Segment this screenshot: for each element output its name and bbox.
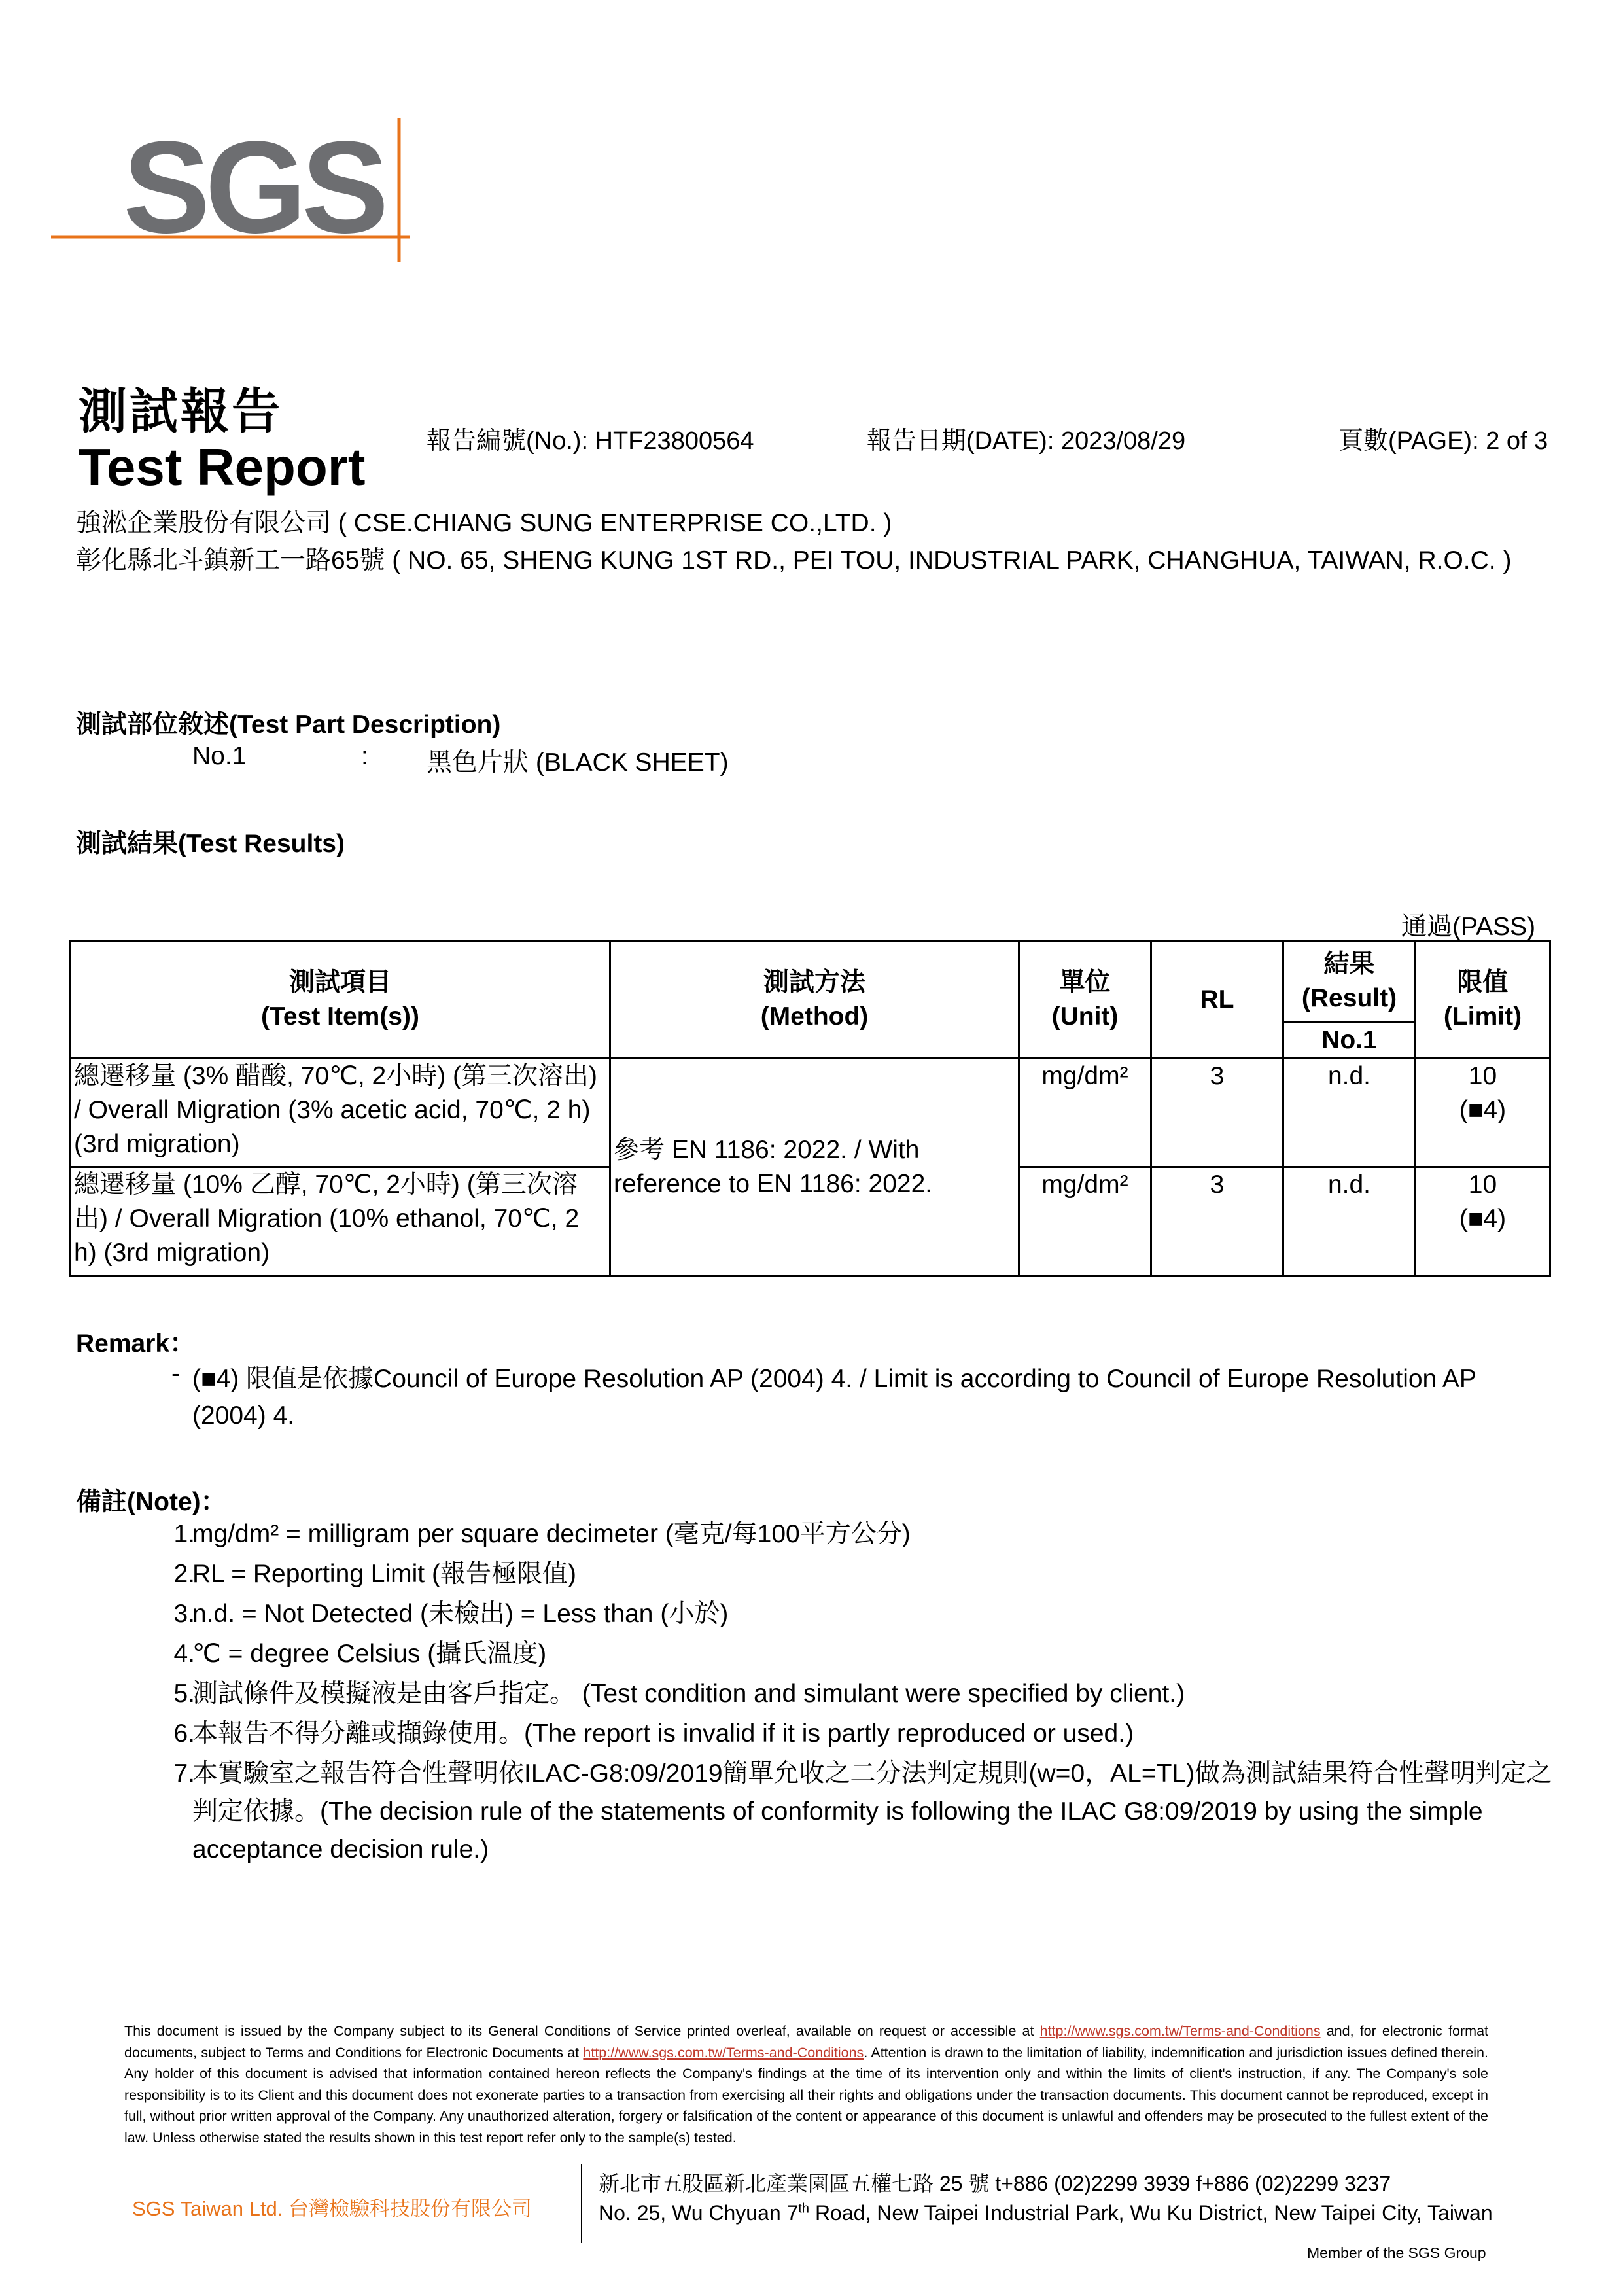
report-number: 報告編號(No.): HTF23800564 xyxy=(427,427,754,455)
remark-bullet: - xyxy=(171,1360,180,1388)
row1-result: n.d. xyxy=(1283,1059,1416,1167)
table-header-row xyxy=(71,941,1550,1022)
method-cell: 參考 EN 1186: 2022. / With reference to EN 1186: 2022. xyxy=(610,1059,1019,1276)
test-part-heading: 測試部位敘述(Test Part Description) xyxy=(76,711,501,739)
report-title-zh: 測試報告 xyxy=(79,384,283,438)
report-date: 報告日期(DATE): 2023/08/29 xyxy=(867,427,1186,455)
row2-test-item: 總遷移量 (10% 乙醇, 70℃, 2小時) (第三次溶出) / Overall Migration (10% ethanol, 70℃, 2 h) (3rd migration) xyxy=(71,1167,610,1276)
header-test-item: 測試項目 (Test Item(s)) xyxy=(71,941,610,1059)
terms-link-2[interactable]: http://www.sgs.com.tw/Terms-and-Conditions xyxy=(583,2044,864,2060)
notes-heading: 備註(Note)： xyxy=(76,1488,226,1516)
row1-unit: mg/dm² xyxy=(1019,1059,1151,1167)
test-part-no: No.1 xyxy=(192,742,247,770)
disclaimer: This document is issued by the Company subject to its General Conditions of Service printed overleaf, available on request or accessible at http://www.sgs.com.tw/Terms-and-Conditions and, for electronic format documents, subject to Terms and Conditions for Electronic Documents at http://www.sgs.com.tw/Terms-and-Conditions. Attention is drawn to the limitation of liability, indemnification and jurisdiction issues defined therein. Any holder of this document is advised that information contained hereon reflects the Company's findings at the time of its intervention only and within the limits of client's instruction, if any. The Company's sole responsibility is to its Client and this document does not exonerate parties to a transaction from exercising all their rights and obligations under the transaction documents. This document cannot be reproduced, except in full, without prior written approval of the Company. Any unauthorized alteration, forgery or falsification of the content or appearance of this document is unlawful and offenders may be prosecuted to the fullest extent of the law. Unless otherwise stated the results shown in this test report refer only to the sample(s) tested. xyxy=(124,2023,1488,2146)
row2-result: n.d. xyxy=(1283,1167,1416,1276)
row1-test-item: 總遷移量 (3% 醋酸, 70℃, 2小時) (第三次溶出) / Overall Migration (3% acetic acid, 70℃, 2 h) (3rd migration) xyxy=(71,1059,610,1167)
header-result: 結果 (Result) xyxy=(1283,941,1416,1022)
sgs-logo-text: SGS xyxy=(123,118,384,260)
terms-link-1[interactable]: http://www.sgs.com.tw/Terms-and-Conditions xyxy=(1039,2023,1321,2039)
header-method: 測試方法 (Method) xyxy=(610,941,1019,1059)
company-address: 彰化縣北斗鎮新工一路65號 ( NO. 65, SHENG KUNG 1ST RD., PEI TOU, INDUSTRIAL PARK, CHANGHUA, TAIWAN, R.O.C. ) xyxy=(76,546,1512,574)
footer-address-en: No. 25, Wu Chyuan 7th Road, New Taipei Industrial Park, Wu Ku District, New Taipei City, Taiwan xyxy=(599,2201,1493,2225)
member-of-sgs-group: Member of the SGS Group xyxy=(1307,2244,1486,2261)
results-table xyxy=(69,940,1551,1277)
row1-rl: 3 xyxy=(1151,1059,1283,1167)
footer-organization: SGS Taiwan Ltd. 台灣檢驗科技股份有限公司 xyxy=(132,2197,532,2220)
row1-limit-ref: (■4) xyxy=(1459,1096,1507,1124)
row1-limit: 10 (■4) xyxy=(1416,1059,1550,1167)
report-title-en: Test Report xyxy=(79,438,366,496)
header-sample-no1: No.1 xyxy=(1283,1022,1416,1059)
row2-unit: mg/dm² xyxy=(1019,1167,1151,1276)
notes-list: 1. mg/dm² = milligram per square decimeter (毫克/每100平方公分) 2. RL = Reporting Limit (報告極限值) 3. n.d. = Not Detected (未檢出) = Less than (小於) 4. ℃ = degree Celsius (攝氏溫度) 5. 測試條件及模擬液是由客戶指定。 (Test condition and simulant were specified by client.) 6. 本報告不得分離或擷錄使用。(The report is invalid if it is partly reproduced or used.) 7. 本實驗室之報告符合性聲明依ILAC-G8:09/2019簡單允收之二分法判定規則(w=0，AL=TL)做為測試結果符合性聲明判定之判定依據。(The decision rule of the statements of conformity is following the ILAC G8:09/2019 by using the simple acceptance decision rule.) xyxy=(173,1520,1552,1863)
remark-text: (■4) 限值是依據Council of Europe Resolution AP (2004) 4. / Limit is according to Council of Europe Resolution AP (2004) 4. xyxy=(192,1365,1476,1430)
header-unit: 單位 (Unit) xyxy=(1019,941,1151,1059)
row2-rl: 3 xyxy=(1151,1167,1283,1276)
test-part-description: 黑色片狀 (BLACK SHEET) xyxy=(427,749,729,777)
header-rl: RL xyxy=(1151,941,1283,1059)
footer-divider xyxy=(581,2164,582,2243)
header-limit: 限值 (Limit) xyxy=(1416,941,1550,1059)
test-part-colon: : xyxy=(361,742,368,770)
remark-heading: Remark： xyxy=(76,1330,196,1358)
company-name: 強淞企業股份有限公司 ( CSE.CHIANG SUNG ENTERPRISE CO.,LTD. ) xyxy=(76,509,892,537)
row2-limit-ref: (■4) xyxy=(1459,1205,1507,1233)
table-row xyxy=(71,1059,1550,1167)
page-number: 頁數(PAGE): 2 of 3 xyxy=(1338,427,1548,455)
test-results-heading: 測試結果(Test Results) xyxy=(76,830,345,858)
row2-limit: 10 (■4) xyxy=(1416,1167,1550,1276)
pass-label: 通過(PASS) xyxy=(1401,913,1536,941)
sgs-logo xyxy=(51,118,417,262)
footer-address-zh: 新北市五股區新北產業園區五權七路 25 號 t+886 (02)2299 3939 f+886 (02)2299 3237 xyxy=(599,2172,1391,2195)
